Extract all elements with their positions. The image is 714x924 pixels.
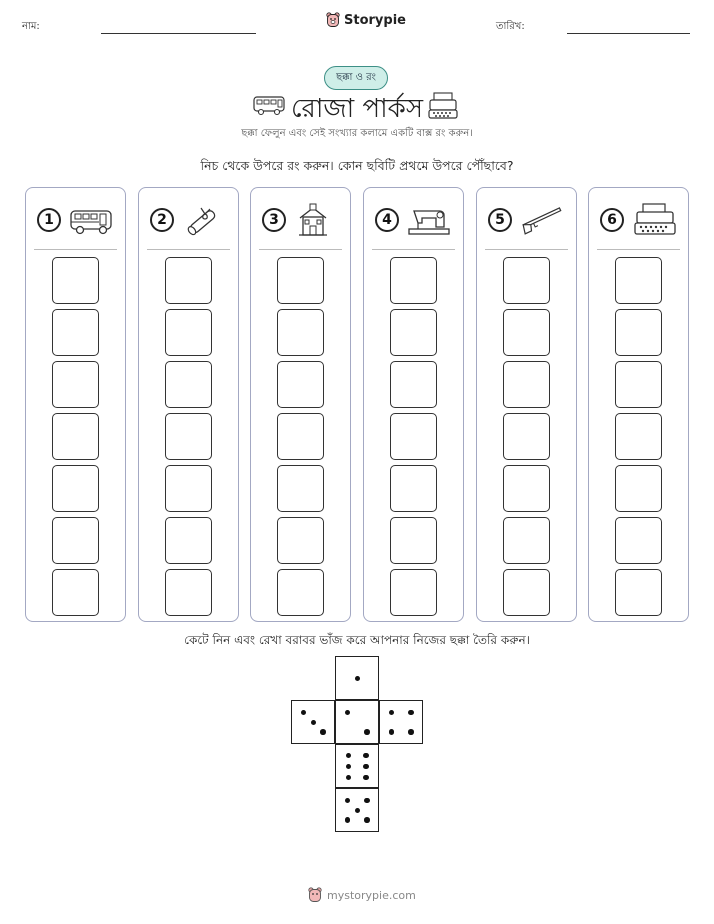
color-box[interactable] [52,309,99,356]
color-box[interactable] [277,361,324,408]
page-title: রোজা পার্কস [290,94,423,124]
color-box[interactable] [503,413,550,460]
color-box[interactable] [615,517,662,564]
color-box[interactable] [277,309,324,356]
column-5 [476,187,577,622]
dice-pip [301,710,307,716]
color-box[interactable] [277,257,324,304]
footer [308,887,416,903]
color-box[interactable] [52,517,99,564]
brand-logo [326,12,406,28]
color-box[interactable] [277,569,324,616]
color-box[interactable] [503,309,550,356]
dice-face-5 [335,788,379,832]
footer-url: mystorypie.com [327,888,416,902]
color-box[interactable] [165,413,212,460]
color-box[interactable] [165,517,212,564]
color-box[interactable] [390,257,437,304]
activity-badge: ছক্কা ও রং [324,66,388,90]
dice-face-4 [379,700,423,744]
typewriter-title-icon [428,92,458,120]
dice-pip [363,764,369,770]
brand-name: Storypie [344,12,406,28]
dice-pip [364,729,370,735]
schoolhouse-icon [293,202,341,238]
column-number: 1 [37,208,61,232]
dice-pip [408,729,414,735]
cut-instruction: কেটে নিন এবং রেখা বরাবর ভাঁজ করে আপনার নিজের ছক্কা তৈরি করুন। [184,633,530,647]
rifle-icon [519,202,567,238]
color-box[interactable] [165,361,212,408]
color-box[interactable] [277,465,324,512]
instruction-text: নিচ থেকে উপরে রং করুন। কোন ছবিটি প্রথমে উপরে পৌঁছাবে? [200,158,514,173]
color-box[interactable] [390,569,437,616]
color-box[interactable] [165,569,212,616]
color-box[interactable] [503,517,550,564]
color-box[interactable] [615,569,662,616]
dice-pip [355,808,361,814]
dice-pip [320,729,326,735]
dice-pip [345,817,351,823]
bear-logo-icon [326,12,340,28]
color-box[interactable] [52,569,99,616]
dice-pip [345,798,351,804]
school-bus-icon [68,202,116,238]
color-box[interactable] [52,413,99,460]
color-box[interactable] [615,361,662,408]
color-box[interactable] [615,257,662,304]
column-2 [138,187,239,622]
name-label: নাম: [22,21,40,32]
bear-logo-icon [308,887,322,903]
dice-pip [389,710,395,716]
column-number: 6 [600,208,624,232]
dice-pip [311,720,317,726]
diploma-scroll-icon [181,202,229,238]
column-divider [34,249,117,250]
dice-face-2 [335,700,379,744]
dice-pip [364,817,370,823]
dice-pip [346,753,352,759]
column-divider [259,249,342,250]
color-box[interactable] [277,413,324,460]
column-divider [147,249,230,250]
color-box[interactable] [503,361,550,408]
column-number: 4 [375,208,399,232]
color-box[interactable] [390,309,437,356]
column-number: 2 [150,208,174,232]
subtitle: ছক্কা ফেলুন এবং সেই সংখ্যার কলামে একটি বাক্স রং করুন। [241,128,473,139]
column-3 [250,187,351,622]
dice-pip [346,775,352,781]
dice-pip [346,764,352,770]
dice-pip [363,753,369,759]
color-box[interactable] [390,361,437,408]
date-line [567,33,690,34]
color-box[interactable] [615,413,662,460]
column-divider [372,249,455,250]
color-box[interactable] [390,517,437,564]
color-box[interactable] [503,569,550,616]
dice-pip [389,729,395,735]
sewing-machine-icon [406,202,454,238]
color-box[interactable] [615,309,662,356]
color-box[interactable] [503,465,550,512]
column-number: 3 [262,208,286,232]
color-box[interactable] [390,465,437,512]
column-4 [363,187,464,622]
color-box[interactable] [390,413,437,460]
typewriter-icon [631,202,679,238]
dice-pip [408,710,414,716]
dice-pip [345,710,351,716]
color-box[interactable] [52,361,99,408]
name-line [101,33,256,34]
color-box[interactable] [277,517,324,564]
dice-pip [355,676,361,682]
color-box[interactable] [165,257,212,304]
column-6 [588,187,689,622]
color-box[interactable] [52,257,99,304]
column-number: 5 [488,208,512,232]
color-box[interactable] [615,465,662,512]
dice-pip [364,798,370,804]
column-1 [25,187,126,622]
column-divider [485,249,568,250]
dice-face-6 [335,744,379,788]
dice-face-3 [291,700,335,744]
color-box[interactable] [165,465,212,512]
color-box[interactable] [165,309,212,356]
color-box[interactable] [503,257,550,304]
color-box[interactable] [52,465,99,512]
date-label: তারিখ: [496,21,525,32]
dice-pip [363,775,369,781]
dice-face-1 [335,656,379,700]
column-divider [597,249,680,250]
